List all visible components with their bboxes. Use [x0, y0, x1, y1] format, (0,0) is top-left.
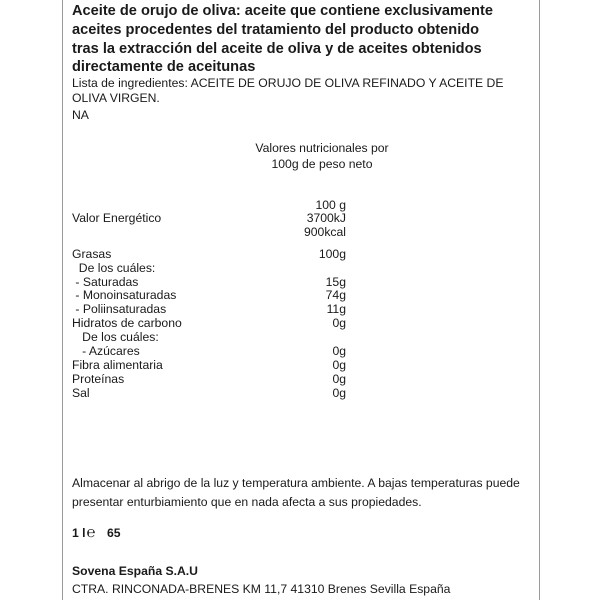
table-row	[72, 226, 372, 240]
nutrient-value: 3700kJ	[306, 211, 346, 225]
table-row	[72, 373, 372, 387]
nutrient-label: - Azúcares	[72, 344, 140, 359]
description-line: Aceite de orujo de oliva: aceite que contiene exclusivamente	[72, 3, 493, 19]
product-description	[72, 2, 542, 77]
nutrient-label: - Monoinsaturadas	[72, 288, 177, 303]
nutrition-header	[232, 140, 412, 172]
nutrient-value: 74g	[325, 288, 346, 303]
ingredients-list	[72, 76, 542, 107]
nutrient-label: Fibra alimentaria	[72, 357, 163, 372]
table-row	[72, 248, 372, 262]
table-row	[72, 359, 372, 373]
table-row	[72, 289, 372, 303]
ingredients-line: Lista de ingredientes: ACEITE DE ORUJO DE OLIVA REFINADO Y ACEITE DE	[72, 76, 504, 90]
ingredients-line: OLIVA VIRGEN.	[72, 91, 160, 106]
nutrient-label: - Saturadas	[72, 274, 139, 289]
nutrient-label: De los cuáles:	[72, 330, 159, 345]
nutrient-label: - Poliinsaturadas	[72, 302, 167, 317]
estimated-sign-icon: ℮	[86, 524, 96, 541]
nutrient-label: De los cuáles:	[72, 260, 156, 275]
table-row	[72, 317, 372, 331]
company-address: CTRA. RINCONADA-BRENES KM 11,7 41310 Brenes Sevilla España	[72, 582, 451, 596]
company-name: Sovena España S.A.U	[72, 564, 198, 578]
lot-code: 65	[106, 526, 121, 540]
nutrition-column-header: 100 g	[315, 198, 346, 212]
nutrient-label: Sal	[72, 385, 90, 400]
nutrient-value: 15g	[325, 274, 346, 289]
description-line: directamente de aceitunas	[72, 59, 256, 76]
nutrient-label: Valor Energético	[72, 211, 162, 225]
nutrient-value: 900kcal	[303, 224, 346, 239]
table-row	[72, 262, 372, 276]
nutrient-value: 0g	[332, 357, 346, 372]
nutrient-value: 100g	[318, 246, 346, 261]
nutrient-value: 11g	[326, 302, 346, 317]
table-row	[72, 303, 372, 317]
table-row	[72, 345, 372, 359]
table-row	[72, 387, 372, 401]
volume-quantity: 1 l	[72, 526, 86, 540]
nutrient-label: Hidratos de carbono	[72, 316, 182, 331]
table-row	[72, 212, 372, 226]
storage-instructions	[72, 474, 542, 512]
nutrient-value: 0g	[332, 316, 346, 331]
table-row	[72, 276, 372, 290]
table-row	[72, 331, 372, 345]
na-text: NA	[72, 108, 89, 122]
storage-line: Almacenar al abrigo de la luz y temperatura ambiente. A bajas temperaturas puede	[72, 476, 520, 490]
nutrient-value: 0g	[332, 385, 346, 400]
nutrition-header-line: Valores nutricionales por	[255, 141, 389, 155]
description-line: tras la extracción del aceite de oliva y de aceites obtenidos	[72, 40, 482, 57]
description-line: aceites procedentes del tratamiento del producto obtenido	[72, 21, 480, 38]
nutrient-value: 0g	[332, 371, 346, 386]
nutrient-label: Grasas	[72, 246, 112, 261]
storage-line: presentar enturbiamiento que en nada afecta a sus propiedades.	[72, 495, 422, 509]
nutrient-value: 0g	[332, 344, 346, 359]
nutrition-header-line: 100g de peso neto	[271, 157, 373, 171]
nutrition-table	[72, 212, 372, 401]
net-volume	[72, 524, 121, 541]
nutrient-label: Proteínas	[72, 371, 125, 386]
